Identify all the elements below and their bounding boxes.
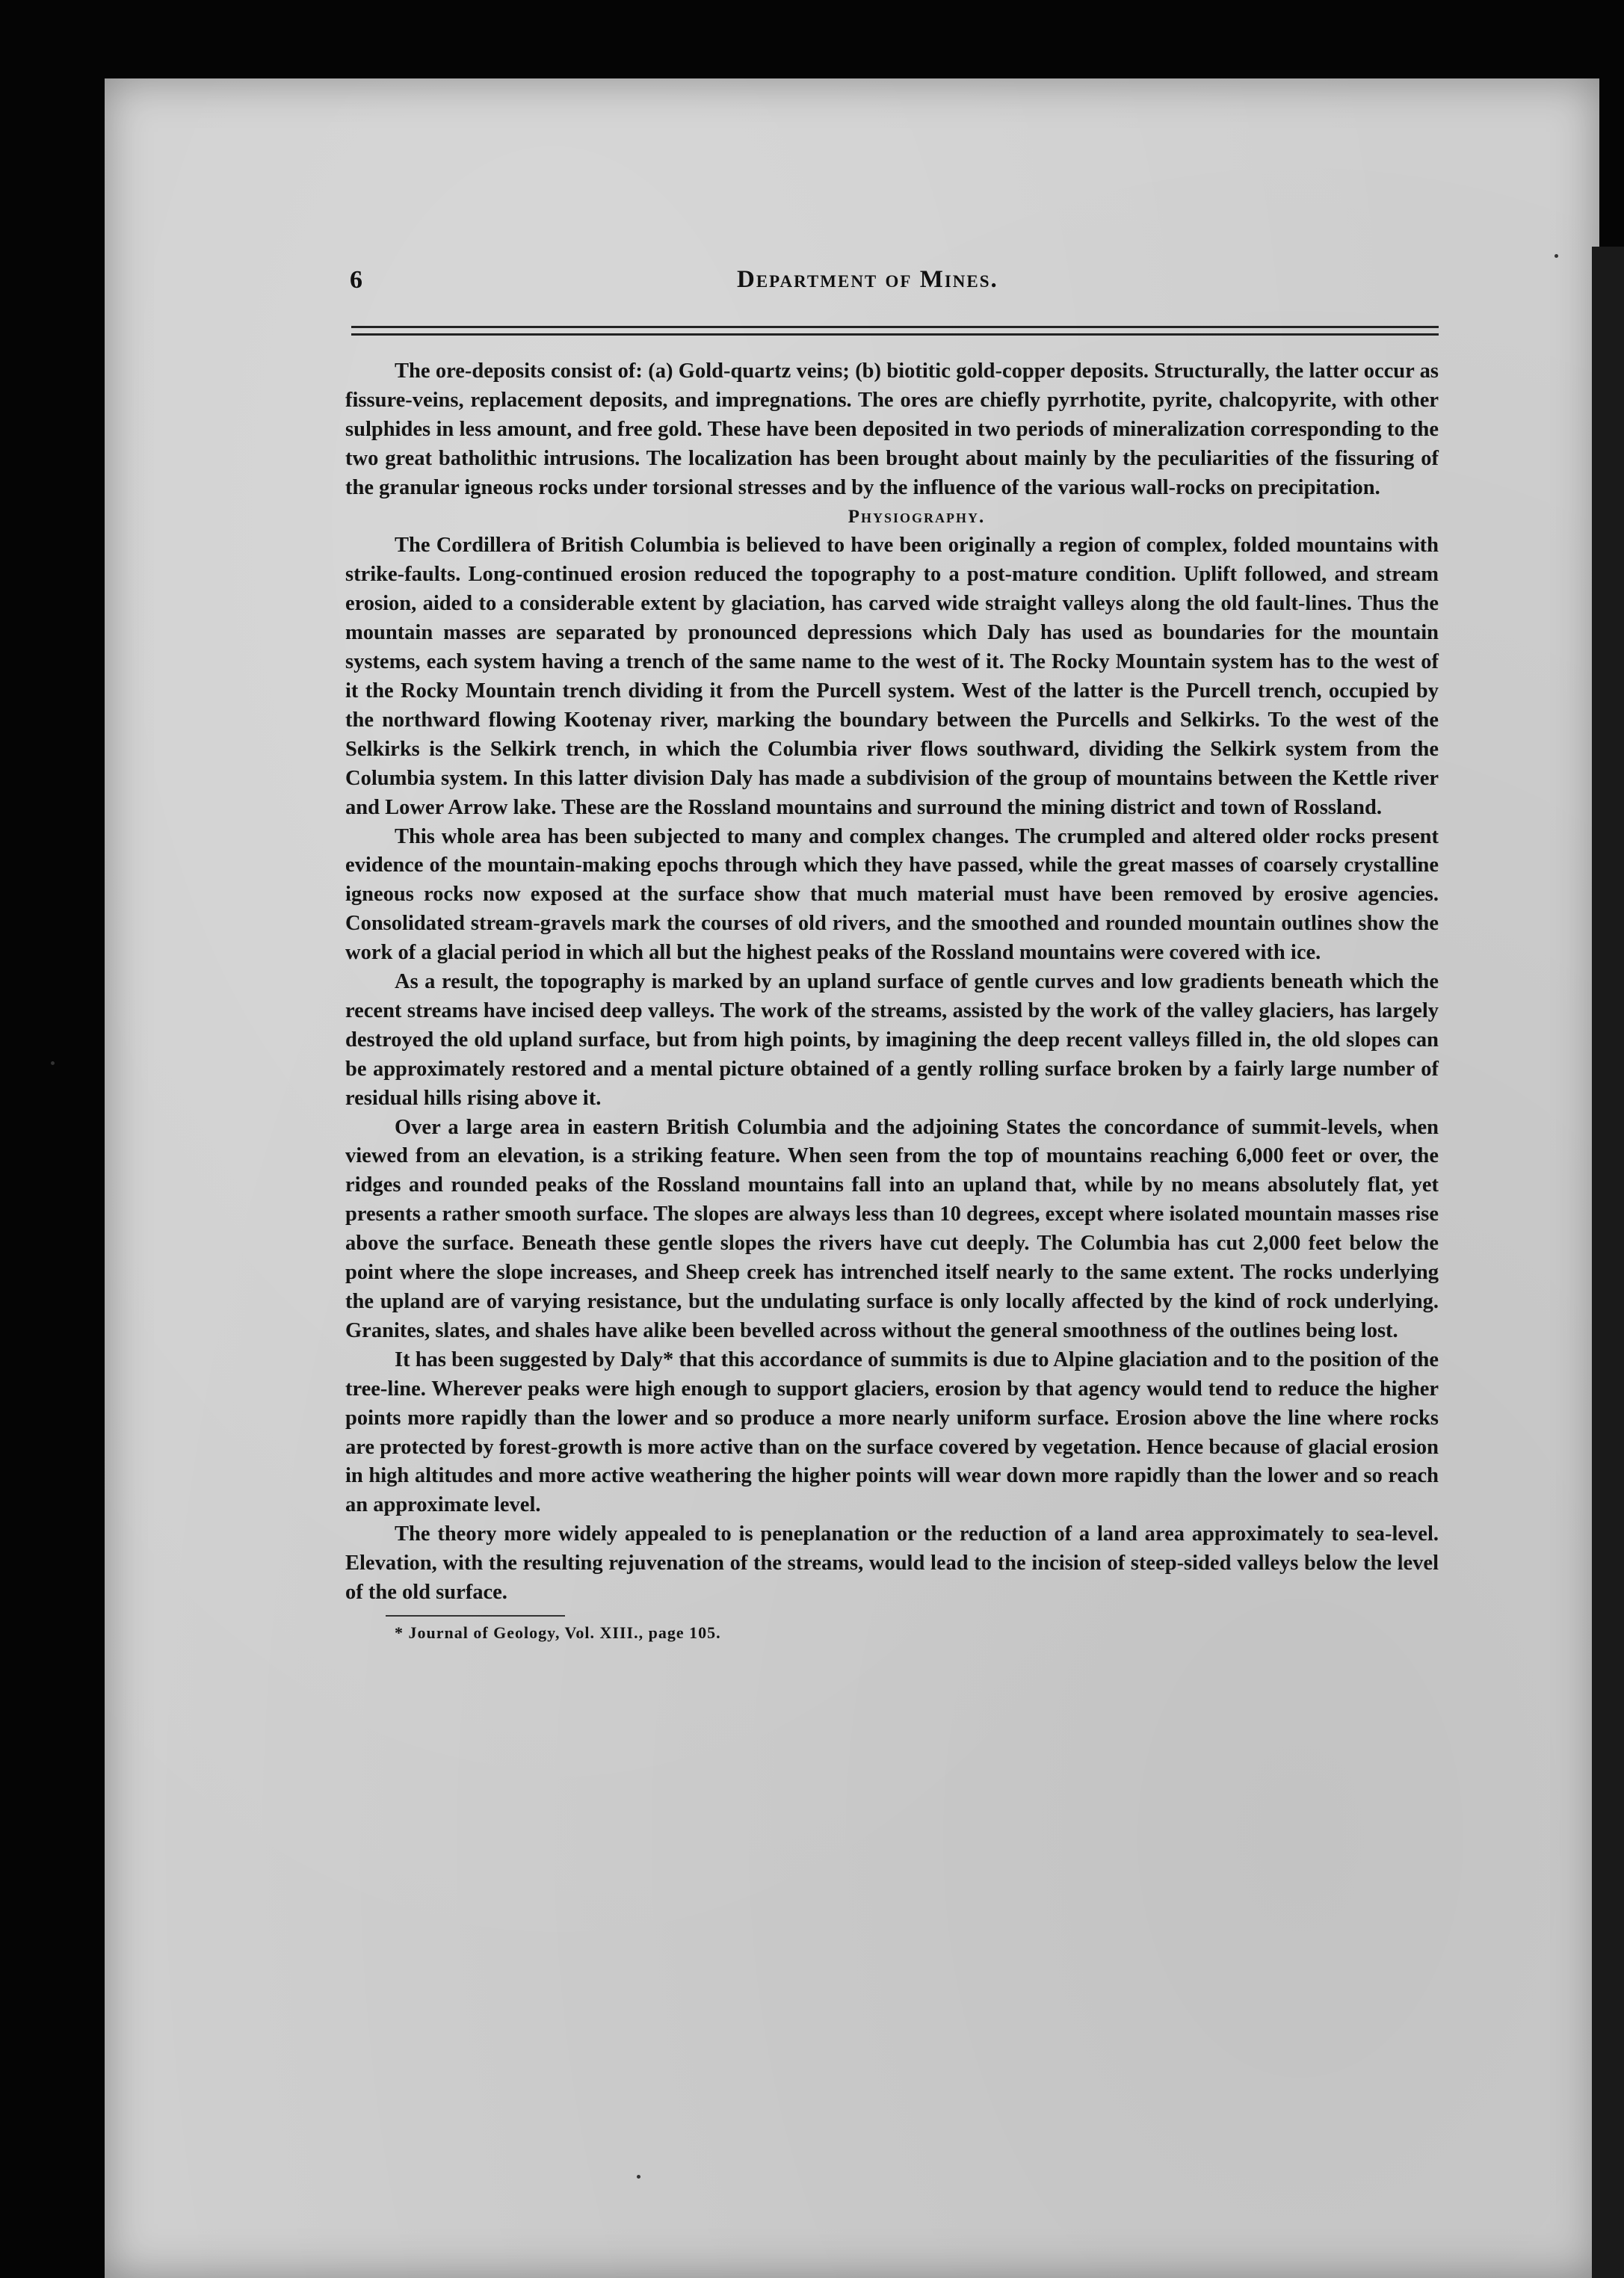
page-edge-shadow (1592, 247, 1624, 2278)
page-number: 6 (350, 266, 362, 294)
paragraph: This whole area has been subjected to many and complex changes. The crumpled and altered older rocks present evidence of the mountain-making epochs through which they have passed, while the great masses of coarsely crystalline igneous rocks now exposed at the surface show that much material must have been removed by erosive agencies. Consolidated stream-gravels mark the courses of old rivers, and the smoothed and rounded mountain outlines show the work of a glacial period in which all but the highest peaks of the Rossland mountains were covered with ice. (345, 824, 1439, 965)
footnote: * Journal of Geology, Vol. XIII., page 105. (395, 1623, 721, 1642)
running-head-title: Department of Mines. (737, 266, 998, 293)
scan-speck (1554, 254, 1558, 258)
paragraph: Over a large area in eastern British Columbia and the adjoining States the concordance of summit-levels, when viewed from an elevation, is a striking feature. When seen from the top of mountains reaching 6,000 feet or over, the ridges and rounded peaks of the Rossland mountains fall into an upland that, while by no means absolutely flat, yet presents a rather smooth surface. The slopes are always less than 10 degrees, except where isolated mountain masses rise above the surface. Beneath these gentle slopes the rivers have cut deeply. The Columbia has cut 2,000 feet below the point where the slope increases, and Sheep creek has intrenched itself nearly to the same extent. The rocks underlying the upland are of varying resistance, but the undulating surface is only locally affected by the kind of rock underlying. Granites, slates, and shales have alike been bevelled across without the general smoothness of the outlines being lost. (345, 1115, 1439, 1342)
scan-speck (637, 2175, 640, 2179)
page-body (345, 357, 1439, 1645)
header-rule-bottom (351, 333, 1439, 336)
header-rule-top (351, 326, 1439, 328)
running-header (350, 266, 1441, 311)
paragraph: As a result, the topography is marked by an upland surface of gentle curves and low gradients beneath which the recent streams have incised deep valleys. The work of the streams, assisted by the work of the valley glaciers, has largely destroyed the old upland surface, but from high points, by imagining the deep recent valleys filled in, the old slopes can be approximately restored and a mental picture obtained of a gently rolling surface broken by a fairly large number of residual hills rising above it. (345, 970, 1439, 1110)
paragraph: The ore-deposits consist of: (a) Gold-quartz veins; (b) biotitic gold-copper deposits. Structurally, the latter occur as fissure-veins, replacement deposits, and impregnations. The ores are chiefly pyrrhotite, pyrite, chalcopyrite, with other sulphides in less amount, and free gold. These have been deposited in two periods of mineralization corresponding to the two great batholithic intrusions. The localization has been brought about mainly by the peculiarities of the fissuring of the granular igneous rocks under torsional stresses and by the influence of the various wall-rocks on precipitation. (345, 359, 1439, 499)
paragraph: The Cordillera of British Columbia is believed to have been originally a region of complex, folded mountains with strike-faults. Long-continued erosion reduced the topography to a post-mature condition. Uplift followed, and stream erosion, aided to a considerable extent by glaciation, has carved wide straight valleys along the old fault-lines. Thus the mountain masses are separated by pronounced depressions which Daly has used as boundaries for the mountain systems, each system having a trench of the same name to the west of it. The Rocky Mountain system has to the west of it the Rocky Mountain trench dividing it from the Purcell system. West of the latter is the Purcell trench, occupied by the northward flowing Kootenay river, marking the boundary between the Purcells and Selkirks. To the west of the Selkirks is the Selkirk trench, in which the Columbia river flows southward, dividing the Selkirk system from the Columbia system. In this latter division Daly has made a subdivision of the group of mountains between the Kettle river and Lower Arrow lake. These are the Rossland mountains and surround the mining district and town of Rossland. (345, 534, 1439, 819)
paragraph: It has been suggested by Daly* that this accordance of summits is due to Alpine glaciation and to the position of the tree-line. Wherever peaks were high enough to support glaciers, erosion by that agency would tend to reduce the higher points more rapidly than the lower and so produce a more nearly uniform surface. Erosion above the line where rocks are protected by forest-growth is more active than on the surface covered by vegetation. Hence because of glacial erosion in high altitudes and more active weathering the higher points will wear down more rapidly than the lower and so reach an approximate level. (345, 1348, 1439, 1517)
scan-speck (51, 1061, 55, 1065)
paragraph: The theory more widely appealed to is peneplanation or the reduction of a land area approximately to sea-level. Elevation, with the resulting rejuvenation of the streams, would lead to the incision of steep-sided valleys below the level of the old surface. (345, 1522, 1439, 1605)
footnote-rule (386, 1615, 565, 1617)
section-heading: Physiography. (847, 506, 986, 527)
